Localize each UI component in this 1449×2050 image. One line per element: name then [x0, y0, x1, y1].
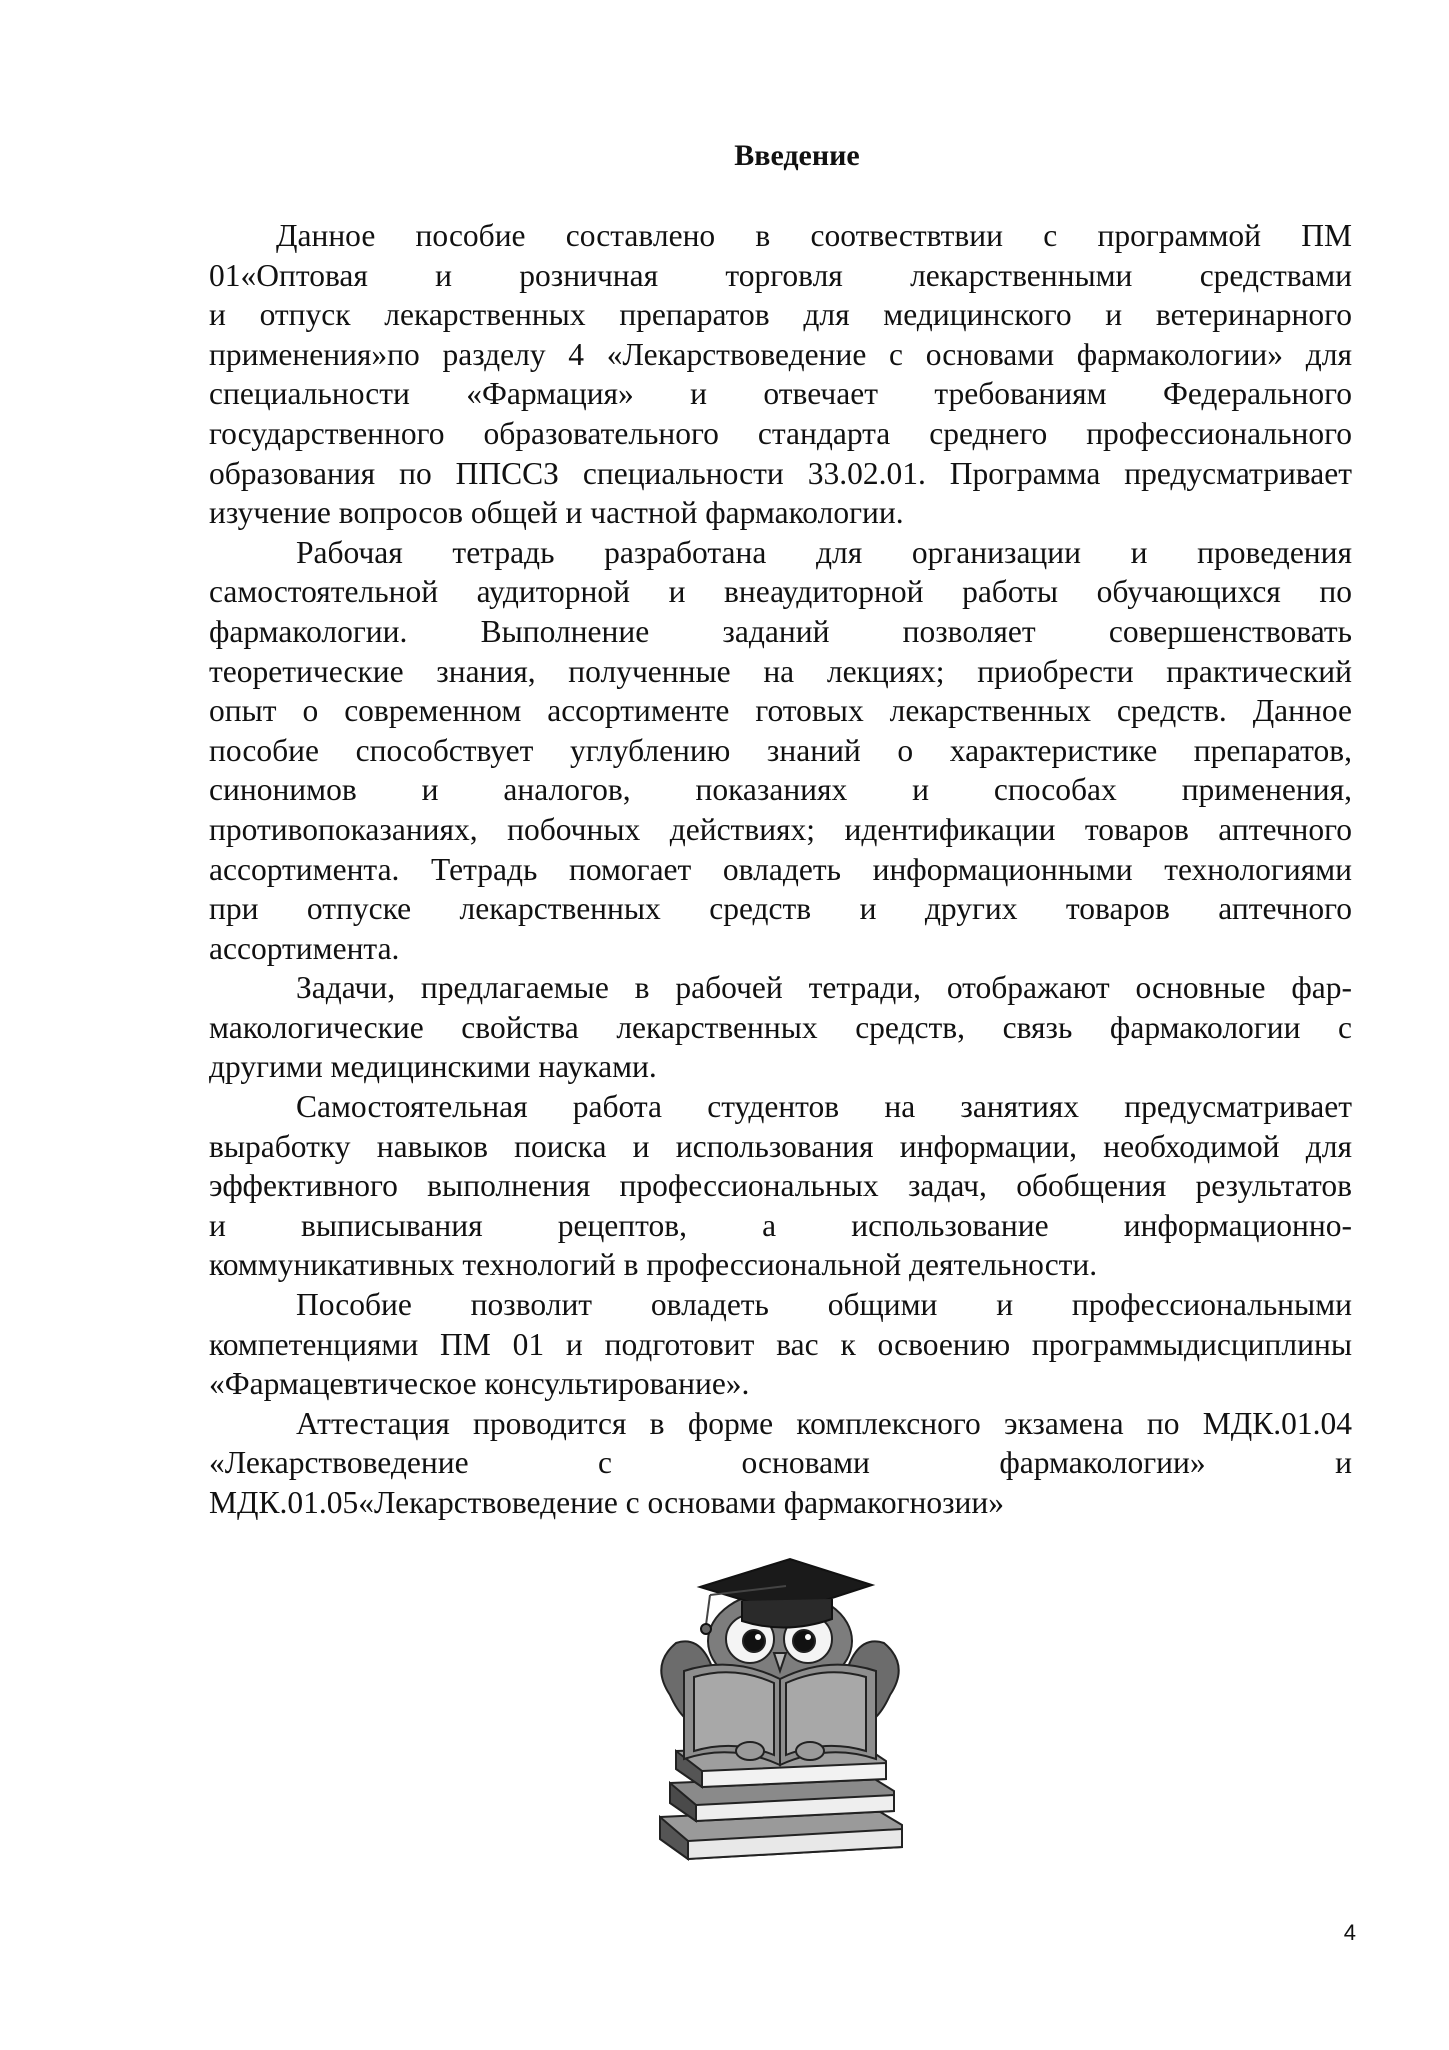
body-text — [209, 216, 1352, 1523]
paragraph-line: и выписывания рецептов, а использование информационно- — [209, 1207, 1352, 1243]
paragraph-line: противопоказаниях, побочных действиях; идентификации товаров аптечного — [209, 811, 1352, 847]
paragraph-line: «Лекарствоведение с основами фармакологии» и — [209, 1445, 1352, 1481]
owl-reading-book-on-books-icon — [640, 1555, 920, 1865]
paragraph-line: коммуникативных технологий в профессиональной деятельности. — [209, 1247, 1098, 1283]
paragraph-line: макологические свойства лекарственных средств, связь фармакологии с — [209, 1009, 1352, 1045]
paragraph-line: фармакологии. Выполнение заданий позволяет совершенствовать — [209, 613, 1352, 649]
paragraph-line: изучение вопросов общей и частной фармакологии. — [209, 495, 904, 531]
paragraph-line: ассортимента. — [209, 930, 400, 966]
paragraph-line: и отпуск лекарственных препаратов для медицинского и ветеринарного — [209, 297, 1352, 333]
paragraph-line: Задачи, предлагаемые в рабочей тетради, отображают основные фар- — [296, 970, 1352, 1006]
paragraph-line: Пособие позволит овладеть общими и профессиональными — [296, 1287, 1352, 1323]
paragraph-line: специальности «Фармация» и отвечает требованиям Федерального — [209, 376, 1352, 412]
paragraph-line: Рабочая тетрадь разработана для организации и проведения — [296, 534, 1352, 570]
paragraph-line: Аттестация проводится в форме комплексного экзамена по МДК.01.04 — [296, 1405, 1352, 1441]
page-title: Введение — [734, 139, 860, 172]
paragraph-line: образования по ППССЗ специальности 33.02.01. Программа предусматривает — [209, 455, 1352, 491]
paragraph-line: Самостоятельная работа студентов на занятиях предусматривает — [296, 1089, 1352, 1125]
paragraph-line: при отпуске лекарственных средств и других товаров аптечного — [209, 891, 1352, 927]
paragraph-line: самостоятельной аудиторной и внеаудиторной работы обучающихся по — [209, 574, 1352, 610]
paragraph-line: государственного образовательного стандарта среднего профессионального — [209, 415, 1352, 451]
paragraph-line: выработку навыков поиска и использования информации, необходимой для — [209, 1128, 1352, 1164]
paragraph-line: применения»по разделу 4 «Лекарствоведение с основами фармакологии» для — [209, 336, 1352, 372]
paragraph-line: компетенциями ПМ 01 и подготовит вас к освоению программыдисциплины — [209, 1326, 1352, 1362]
paragraph — [209, 533, 1352, 969]
paragraph-line: синонимов и аналогов, показаниях и способах применения, — [209, 772, 1352, 808]
paragraph-line: 01«Оптовая и розничная торговля лекарственными средствами — [209, 257, 1352, 293]
paragraph-line: другими медицинскими науками. — [209, 1049, 657, 1085]
paragraph-line: ассортимента. Тетрадь помогает овладеть информационными технологиями — [209, 851, 1352, 887]
paragraph-line: опыт о современном ассортименте готовых лекарственных средств. Данное — [209, 693, 1352, 729]
paragraph-line: теоретические знания, полученные на лекциях; приобрести практический — [209, 653, 1352, 689]
paragraph — [209, 1404, 1352, 1523]
paragraph — [209, 968, 1352, 1087]
paragraph — [209, 1087, 1352, 1285]
paragraph-line: «Фармацевтическое консультирование». — [209, 1366, 750, 1402]
paragraph-line: эффективного выполнения профессиональных задач, обобщения результатов — [209, 1168, 1352, 1204]
paragraph-line: пособие способствует углублению знаний о характеристике препаратов, — [209, 732, 1352, 768]
paragraph-line: Данное пособие составлено в соотвествтвии с программой ПМ — [276, 218, 1352, 253]
paragraph-line: МДК.01.05«Лекарствоведение с основами фармакогнозии» — [209, 1485, 1005, 1520]
paragraph — [209, 1285, 1352, 1404]
paragraph — [209, 216, 1352, 533]
page-number: 4 — [1343, 1920, 1356, 1945]
